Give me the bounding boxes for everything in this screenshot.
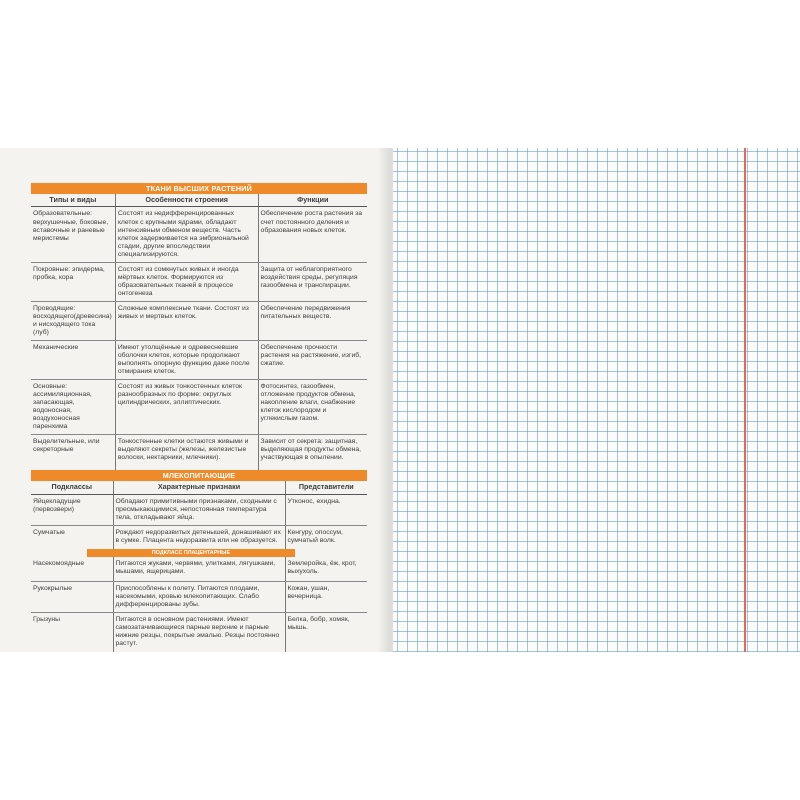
plants-header-types: Типы и виды (31, 194, 115, 207)
plants-cell: Имеют утолщённые и одревесневшие оболочки клеток, которые продолжают выполнять опорную функцию даже после отмирания клеток. (115, 340, 258, 379)
plants-table (31, 194, 367, 470)
plants-cell: Образовательные: верхушечные, боковые, вставочные и раневые меристемы (31, 207, 115, 262)
table-row (31, 612, 367, 652)
placental-cell: Рукокрылые (31, 581, 113, 612)
plants-cell: Состоят из недифференцированных клеток с крупными ядрами, обладают интенсивным обменом веществ. Часть клеток задерживается на эмбриональной стадии, другие впоследствии специализируются. (115, 207, 258, 262)
plants-cell: Механические (31, 340, 115, 379)
table-row (31, 434, 367, 470)
mammals-cell: Яйцекладущие (первозвери) (31, 494, 113, 525)
placental-table (31, 557, 367, 652)
plants-title: ТКАНИ ВЫСШИХ РАСТЕНИЙ (31, 183, 367, 194)
table-row (31, 262, 367, 301)
table-row (31, 379, 367, 434)
plants-cell: Основные: ассимиляционная, запасающая, водоносная, воздухоносная паренхима (31, 379, 115, 434)
table-row (31, 301, 367, 340)
table-row (31, 581, 367, 612)
mammals-title: МЛЕКОПИТАЮЩИЕ (31, 470, 367, 481)
placental-cell: Кожан, ушан, вечерница. (285, 581, 367, 612)
placental-title: ПОДКЛАСС ПЛАЦЕНТАРНЫЕ (87, 549, 295, 557)
table-row (31, 557, 367, 581)
plants-cell: Состоят из живых тонкостенных клеток разнообразных по форме: округлых цилиндрических, эллиптических. (115, 379, 258, 434)
plants-cell: Обеспечение передвижения питательных веществ. (258, 301, 367, 340)
placental-cell: Белка, бобр, хомяк, мышь. (285, 612, 367, 652)
plants-cell: Выделительные, или секреторные (33, 437, 100, 453)
plants-cell: Обеспечение прочности растения на растяжение, изгиб, сжатие. (258, 340, 367, 379)
plants-header-functions: Функции (258, 194, 367, 207)
plants-cell: Зависит от секрета: защитная, выделяющая продукты обмена, участвующая в опылении. (258, 434, 367, 470)
plants-cell: Сложные комплексные ткани. Состоят из живых и мертвых клеток. (115, 301, 258, 340)
table-row (31, 494, 367, 525)
mammals-header-subclasses: Подклассы (31, 481, 113, 494)
mammals-header-traits: Характерные признаки (113, 481, 285, 494)
placental-cell: Грызуны (33, 615, 61, 623)
mammals-cell: Кенгуру, опоссум, сумчатый волк. (285, 525, 367, 549)
table-row (31, 525, 367, 549)
left-page (0, 148, 393, 652)
plants-cell: Фотосинтез, газообмен, отложение продуктов обмена, накопление влаги, снабжение клеток кислородом и углекислым газом. (258, 379, 367, 434)
placental-cell: Питаются в основном растениями. Имеют самозатачивающиеся парные верхние и парные нижние резцы, покрытые эмалью. Резцы постоянно растут. (113, 612, 285, 652)
mammals-cell: Сумчатые (33, 528, 65, 536)
placental-cell: Приспособлены к полету. Питаются плодами, насекомыми, кровью млекопитающих. Слабо дифференцированы зубы. (113, 581, 285, 612)
mammals-cell: Утконос, ехидна. (285, 494, 367, 525)
mammals-cell: Рождают недоразвитых детенышей, донашивают их в сумке. Плацента недоразвита или не образуется. (113, 525, 285, 549)
plants-cell: Защита от неблагоприятного воздействия среды, регуляция газообмена и транспирации. (258, 262, 367, 301)
plants-cell: Покровные: эпидерма, пробка, кора (31, 262, 115, 301)
mammals-table (31, 481, 367, 549)
reference-sheet (31, 183, 367, 652)
mammals-header-representatives: Представители (285, 481, 367, 494)
mammals-cell: Обладают примитивными признаками, сходными с пресмыкающимися, непостоянная температура тела, откладывают яйца. (113, 494, 285, 525)
margin-line (744, 148, 746, 652)
table-row (31, 340, 367, 379)
open-notebook (0, 148, 800, 652)
plants-cell: Тонкостенные клетки остаются живыми и выделяют секреты (железы, железистые волоски, нектарники, млечники). (115, 434, 258, 470)
grid-page (393, 148, 800, 652)
placental-cell: Насекомоядные (31, 557, 113, 581)
table-row (31, 207, 367, 262)
plants-cell: Обеспечение роста растения за счет постоянного деления и образования новых клеток. (258, 207, 367, 262)
plants-header-structure: Особенности строения (115, 194, 258, 207)
plants-cell: Проводящие: восходящего(древесина) и нисходящего тока (луб) (31, 301, 115, 340)
plants-cell: Состоят из сомкнутых живых и иногда мёртвых клеток. Формируются из образовательных тканей в процессе онтогенеза (115, 262, 258, 301)
mammals-header-row (31, 481, 367, 494)
placental-cell: Землеройка, ёж, крот, выхухоль. (285, 557, 367, 581)
placental-cell: Питаются жуками, червями, улитками, лягушками, мышами, ящерицами. (113, 557, 285, 581)
plants-header-row (31, 194, 367, 207)
